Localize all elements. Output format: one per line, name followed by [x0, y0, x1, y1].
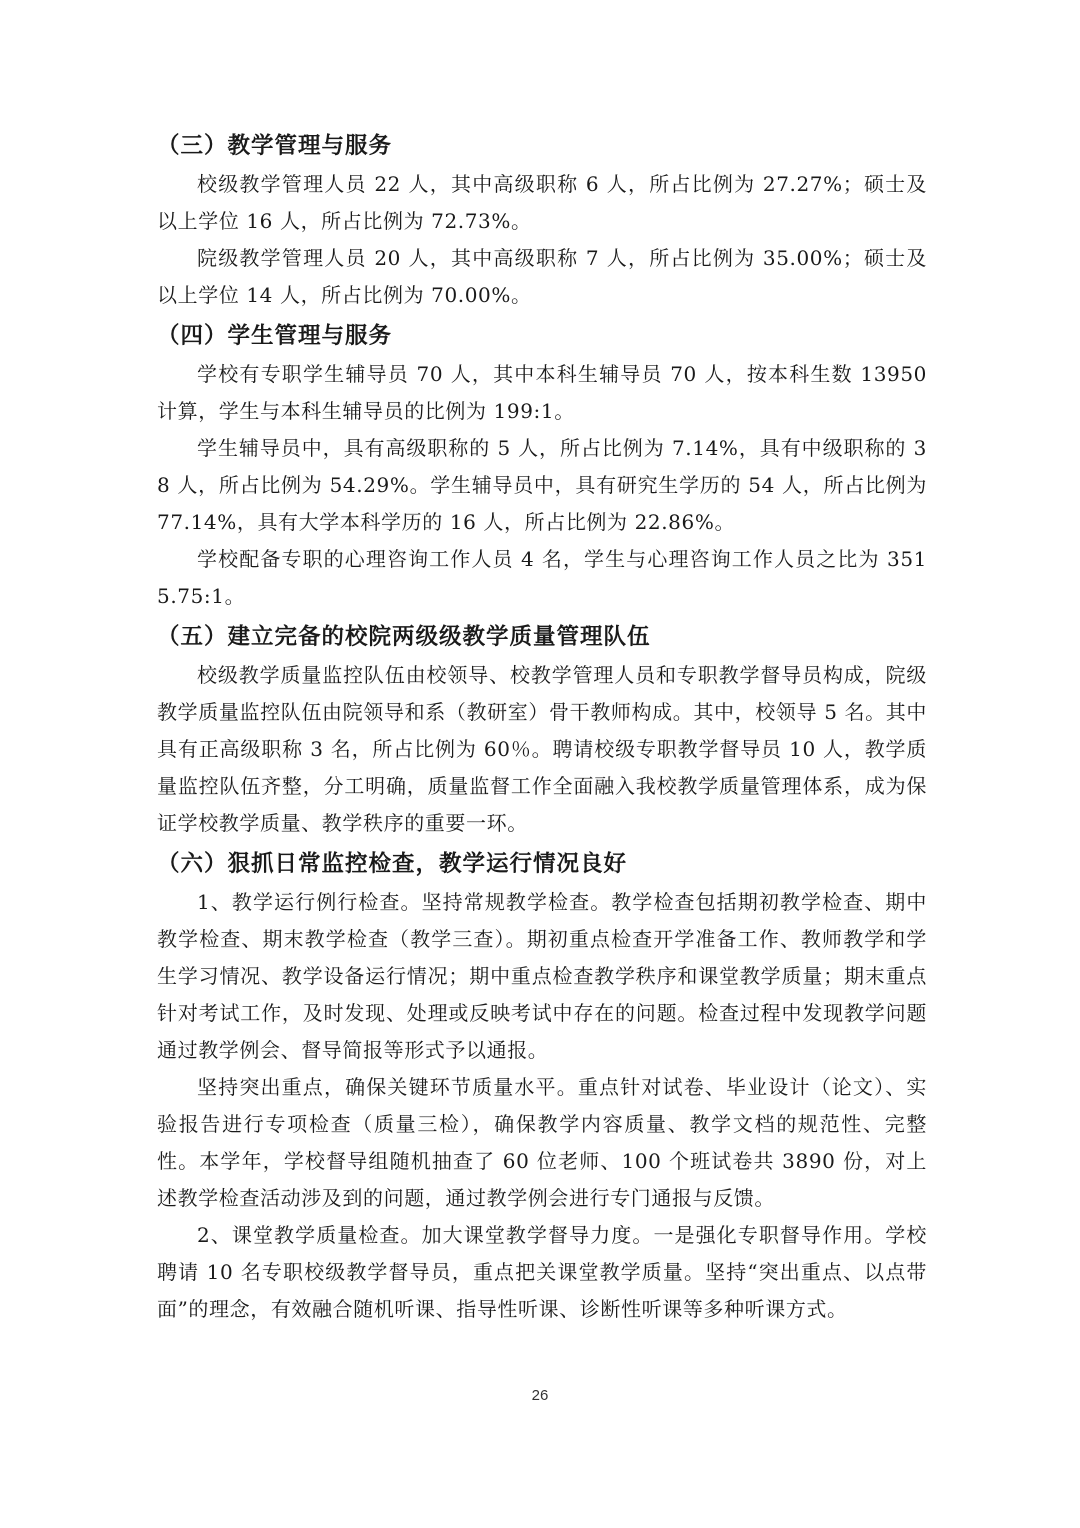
- section-teaching-management: [157, 130, 927, 314]
- paragraph: 坚持突出重点，确保关键环节质量水平。重点针对试卷、毕业设计（论文）、实验报告进行专项检查（质量三检），确保教学内容质量、教学文档的规范性、完整性。本学年，学校督导组随机抽查了 60 位老师、100 个班试卷共 3890 份，对上述教学检查活动涉及到的问题，通过教学例会进行专门通报与反馈。: [157, 1075, 927, 1210]
- paragraph: 学生辅导员中，具有高级职称的 5 人，所占比例为 7.14%，具有中级职称的 38 人，所占比例为 54.29%。学生辅导员中，具有研究生学历的 54 人，所占比例为 77.14%，具有大学本科学历的 16 人，所占比例为 22.86%。: [157, 436, 927, 534]
- paragraph: 1、教学运行例行检查。坚持常规教学检查。教学检查包括期初教学检查、期中教学检查、期末教学检查（教学三查）。期初重点检查开学准备工作、教师教学和学生学习情况、教学设备运行情况；期中重点检查教学秩序和课堂教学质量；期末重点针对考试工作，及时发现、处理或反映考试中存在的问题。检查过程中发现教学问题通过教学例会、督导简报等形式予以通报。: [157, 890, 927, 1062]
- section-heading: （三）教学管理与服务: [157, 133, 393, 159]
- section-heading: （五）建立完备的校院两级级教学质量管理队伍: [157, 624, 651, 650]
- paragraph: 校级教学管理人员 22 人，其中高级职称 6 人，所占比例为 27.27%；硕士及以上学位 16 人，所占比例为 72.73%。: [157, 172, 927, 233]
- section-daily-monitoring: [157, 848, 927, 1328]
- paragraph: 院级教学管理人员 20 人，其中高级职称 7 人，所占比例为 35.00%；硕士及以上学位 14 人，所占比例为 70.00%。: [157, 246, 927, 307]
- section-heading: （六）狠抓日常监控检查，教学运行情况良好: [157, 851, 628, 877]
- paragraph: 校级教学质量监控队伍由校领导、校教学管理人员和专职教学督导员构成，院级教学质量监控队伍由院领导和系（教研室）骨干教师构成。其中，校领导 5 名。其中具有正高级职称 3 名，所占比例为 60％。聘请校级专职教学督导员 10 人，教学质量监控队伍齐整，分工明确，质量监督工作全面融入我校教学质量管理体系，成为保证学校教学质量、教学秩序的重要一环。: [157, 663, 927, 835]
- page-number: 26: [531, 1387, 549, 1404]
- page-body: [157, 124, 927, 1328]
- section-heading: （四）学生管理与服务: [157, 323, 393, 349]
- section-student-management: [157, 320, 927, 615]
- paragraph: 2、课堂教学质量检查。加大课堂教学督导力度。一是强化专职督导作用。学校聘请 10 名专职校级教学督导员，重点把关课堂教学质量。坚持“突出重点、以点带面”的理念，有效融合随机听课、指导性听课、诊断性听课等多种听课方式。: [157, 1223, 927, 1321]
- section-quality-team: [157, 621, 927, 842]
- paragraph: 学校配备专职的心理咨询工作人员 4 名，学生与心理咨询工作人员之比为 3515.75:1。: [157, 547, 927, 608]
- paragraph: 学校有专职学生辅导员 70 人，其中本科生辅导员 70 人，按本科生数 13950 计算，学生与本科生辅导员的比例为 199:1。: [157, 362, 927, 423]
